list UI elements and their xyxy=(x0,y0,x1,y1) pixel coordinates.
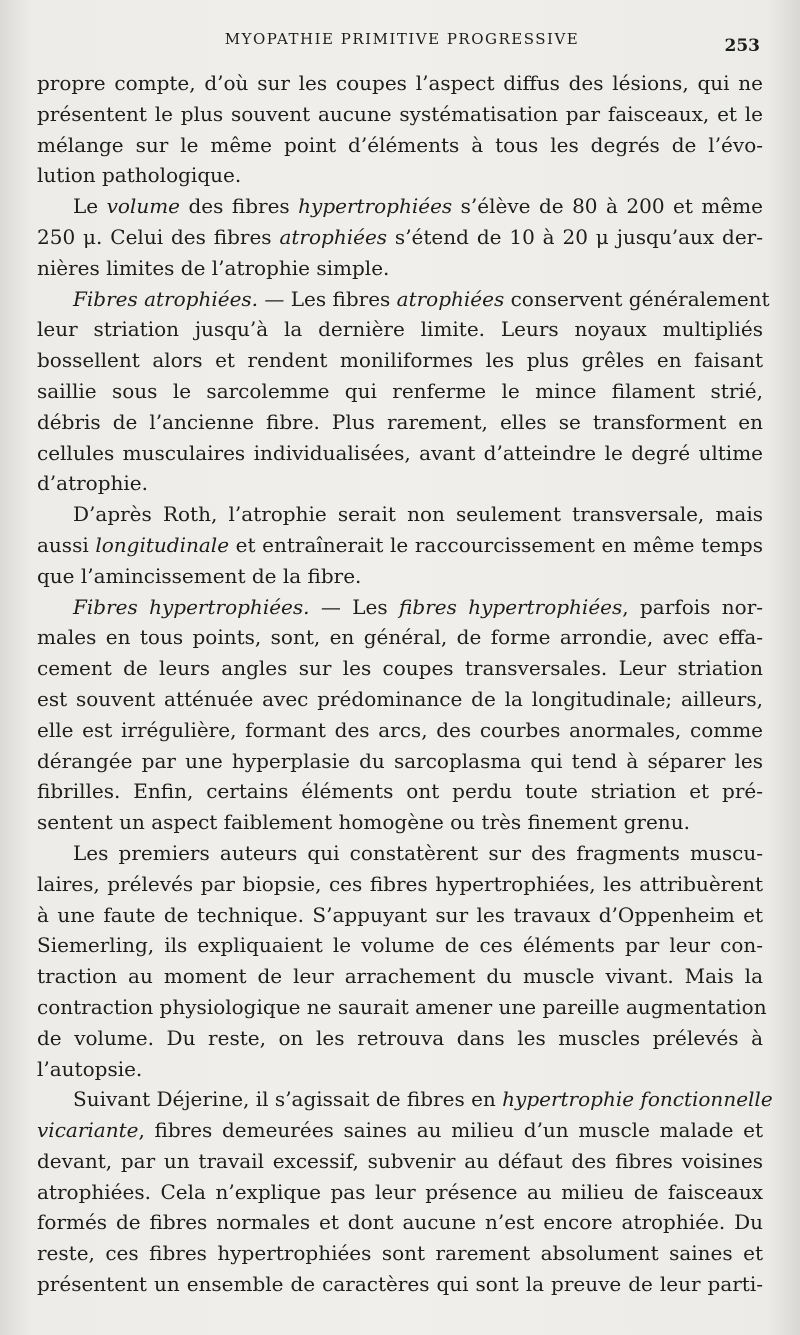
text-line xyxy=(37,715,763,746)
text-segment: lution pathologique. xyxy=(37,163,242,188)
text-segment: 250 μ. Celui des fibres xyxy=(37,224,280,249)
text-line xyxy=(37,1177,763,1208)
text-segment: aussi xyxy=(37,532,96,557)
text-line xyxy=(37,1269,763,1300)
italic-text: longitudinale xyxy=(95,532,230,557)
text-line xyxy=(37,1207,763,1238)
text-segment: est souvent atténuée avec prédominance de la longitudinale; ailleurs, xyxy=(37,686,763,711)
text-segment: elle est irrégulière, formant des arcs, des courbes anormales, comme xyxy=(37,717,763,742)
text-line xyxy=(37,407,763,438)
text-line xyxy=(37,345,763,376)
italic-text: hypertrophiées xyxy=(298,194,453,219)
text-segment: l’autopsie. xyxy=(37,1056,143,1081)
text-segment: reste, ces fibres hypertrophiées sont rarement absolument saines et xyxy=(37,1241,763,1266)
text-line xyxy=(37,130,763,161)
text-segment: mélange sur le même point d’éléments à tous les degrés de l’évo- xyxy=(37,132,763,157)
text-segment: et entraînerait le raccourcissement en même temps xyxy=(229,532,763,557)
text-line xyxy=(37,746,763,777)
running-head: MYOPATHIE PRIMITIVE PROGRESSIVE xyxy=(224,30,580,48)
italic-text: fibres hypertrophiées xyxy=(399,594,623,619)
text-line xyxy=(37,1084,773,1115)
text-segment: — Les fibres xyxy=(258,286,397,311)
italic-text: atrophiées xyxy=(396,286,505,311)
text-segment: Les premiers auteurs qui constatèrent sur des fragments muscu- xyxy=(73,840,763,865)
italic-text: vicariante xyxy=(37,1118,139,1143)
text-segment: , fibres demeurées saines au milieu d’un muscle malade et xyxy=(138,1118,763,1143)
text-segment: présentent un ensemble de caractères qui sont la preuve de leur parti- xyxy=(37,1272,763,1297)
text-segment: leur striation jusqu’à la dernière limite. Leurs noyaux multipliés xyxy=(37,317,763,342)
text-segment: dérangée par une hyperplasie du sarcoplasma qui tend à séparer les xyxy=(37,748,763,773)
text-segment: atrophiées. Cela n’explique pas leur présence au milieu de faisceaux xyxy=(37,1179,763,1204)
body-text xyxy=(37,68,773,1300)
text-segment: débris de l’ancienne fibre. Plus rarement, elles se transforment en xyxy=(37,409,763,434)
text-segment: laires, prélevés par biopsie, ces fibres hypertrophiées, les attribuèrent xyxy=(37,871,763,896)
text-line xyxy=(37,1023,763,1054)
text-segment: nières limites de l’atrophie simple. xyxy=(37,255,390,280)
text-segment: que l’amincissement de la fibre. xyxy=(37,563,362,588)
text-line xyxy=(37,776,763,807)
text-segment: cement de leurs angles sur les coupes transversales. Leur striation xyxy=(37,656,763,681)
text-segment: de volume. Du reste, on les retrouva dans les muscles prélevés à xyxy=(37,1025,763,1050)
text-line xyxy=(37,869,763,900)
text-line xyxy=(37,314,763,345)
text-segment: traction au moment de leur arrachement du muscle vivant. Mais la xyxy=(37,964,763,989)
text-segment: sentent un aspect faiblement homogène ou très finement grenu. xyxy=(37,810,690,835)
text-line xyxy=(37,961,763,992)
text-line xyxy=(37,191,763,222)
text-line xyxy=(37,622,763,653)
text-line xyxy=(37,684,763,715)
text-line xyxy=(37,99,763,130)
text-line xyxy=(37,1054,763,1085)
text-line xyxy=(37,160,763,191)
text-line xyxy=(37,376,763,407)
italic-text: hypertrophie fonctionnelle xyxy=(502,1087,773,1112)
text-line xyxy=(37,530,763,561)
text-line xyxy=(37,807,763,838)
text-segment: bossellent alors et rendent moniliformes les plus grêles en faisant xyxy=(37,348,763,373)
text-segment: des fibres xyxy=(180,194,299,219)
text-segment: s’élève de 80 à 200 et même xyxy=(452,194,763,219)
italic-text: atrophiées xyxy=(279,224,388,249)
text-segment: formés de fibres normales et dont aucune n’est encore atrophiée. Du xyxy=(37,1210,763,1235)
text-segment: Siemerling, ils expliquaient le volume de ces éléments par leur con- xyxy=(37,933,763,958)
text-line xyxy=(37,68,763,99)
text-segment: Suivant Déjerine, il s’agissait de fibres en xyxy=(73,1087,503,1112)
text-segment: d’atrophie. xyxy=(37,471,148,496)
text-line xyxy=(37,468,763,499)
text-segment: D’après Roth, l’atrophie serait non seulement transversale, mais xyxy=(73,502,763,527)
text-line xyxy=(37,438,763,469)
text-line xyxy=(37,1146,763,1177)
text-segment: s’étend de 10 à 20 μ jusqu’aux der- xyxy=(387,224,763,249)
text-segment: devant, par un travail excessif, subvenir au défaut des fibres voisines xyxy=(37,1148,763,1173)
text-segment: saillie sous le sarcolemme qui renferme le mince filament strié, xyxy=(37,378,763,403)
page-header xyxy=(36,30,768,60)
text-line xyxy=(37,838,763,869)
text-segment: , parfois nor- xyxy=(622,594,764,619)
italic-text: volume xyxy=(106,194,181,219)
text-line xyxy=(37,592,763,623)
text-line xyxy=(37,1238,763,1269)
page-number: 253 xyxy=(724,36,760,56)
italic-text: Fibres hypertrophiées. xyxy=(73,594,310,619)
text-line xyxy=(37,653,763,684)
text-line xyxy=(37,253,763,284)
text-segment: Le xyxy=(73,194,107,219)
text-line xyxy=(37,561,763,592)
text-line xyxy=(37,900,763,931)
text-line xyxy=(37,1115,763,1146)
text-line xyxy=(37,222,763,253)
text-segment: fibrilles. Enfin, certains éléments ont perdu toute striation et pré- xyxy=(37,779,763,804)
text-line xyxy=(37,930,763,961)
italic-text: Fibres atrophiées. xyxy=(73,286,259,311)
text-segment: contraction physiologique ne saurait amener une pareille augmentation xyxy=(37,994,767,1019)
text-segment: propre compte, d’où sur les coupes l’aspect diffus des lésions, qui ne xyxy=(37,71,763,95)
text-line xyxy=(37,284,770,315)
text-segment: cellules musculaires individualisées, avant d’atteindre le degré ultime xyxy=(37,440,763,465)
text-segment: à une faute de technique. S’appuyant sur les travaux d’Oppenheim et xyxy=(37,902,763,927)
text-segment: conservent généralement xyxy=(504,286,770,311)
text-segment: — Les xyxy=(309,594,400,619)
text-segment: présentent le plus souvent aucune systématisation par faisceaux, et le xyxy=(37,101,763,126)
text-line xyxy=(37,499,763,530)
text-line xyxy=(37,992,767,1023)
text-segment: males en tous points, sont, en général, de forme arrondie, avec effa- xyxy=(37,625,763,650)
